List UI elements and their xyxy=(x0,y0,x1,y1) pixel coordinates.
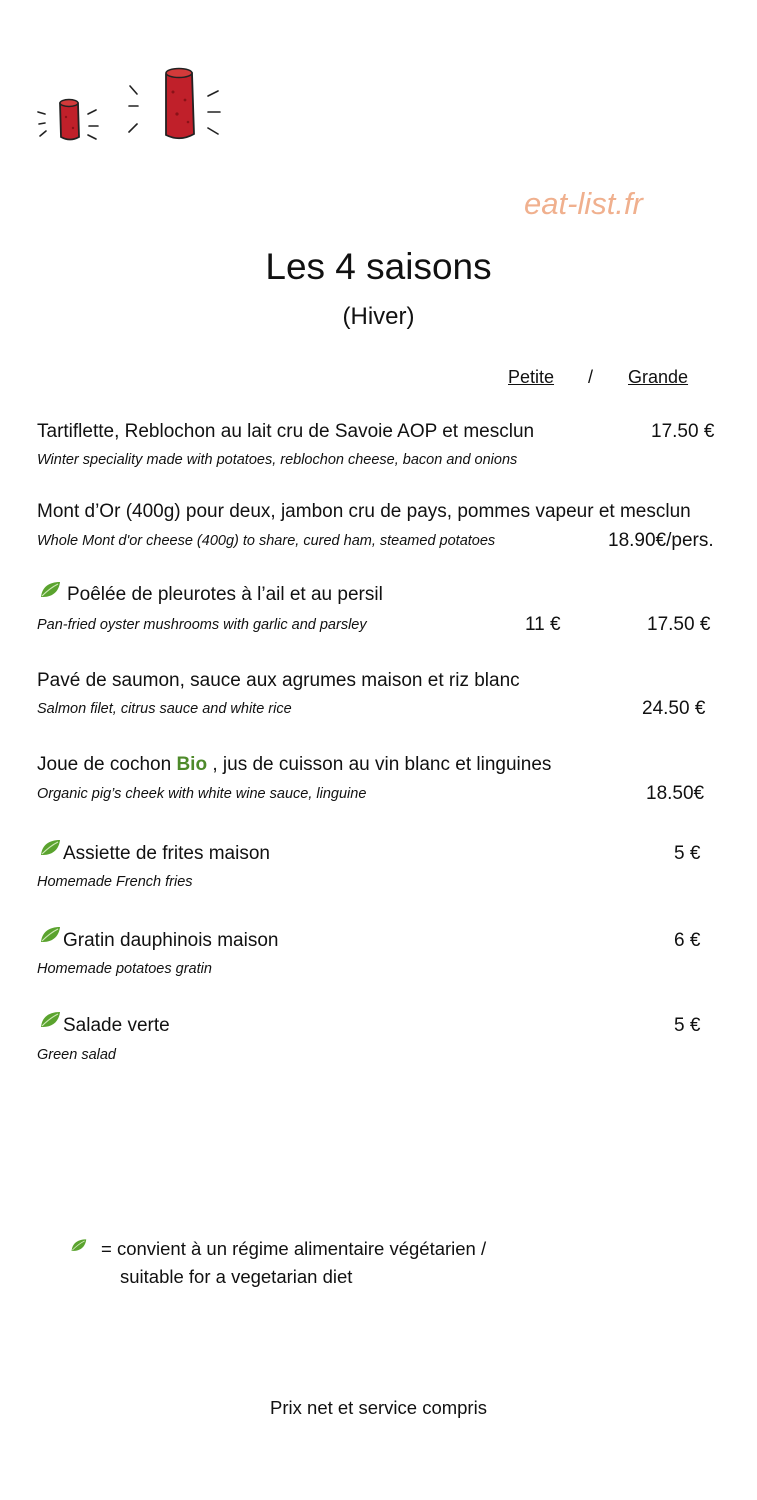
item-price: 18.90€/pers. xyxy=(608,530,714,551)
item-price: 6 € xyxy=(674,930,701,951)
item-name: Mont d’Or (400g) pour deux, jambon cru de pays, pommes vapeur et mesclun xyxy=(37,501,691,522)
item-name-part: Joue de cochon xyxy=(37,754,172,775)
leaf-icon xyxy=(70,1238,87,1253)
item-description: Green salad xyxy=(37,1047,116,1063)
watermark: eat-list.fr xyxy=(524,186,643,221)
item-name: Assiette de frites maison xyxy=(63,843,270,864)
item-name xyxy=(37,754,551,776)
item-price-small: 11 € xyxy=(525,614,561,635)
item-description: Salmon filet, citrus sauce and white rice xyxy=(37,701,292,717)
item-name: Salade verte xyxy=(63,1015,170,1036)
item-description: Organic pig’s cheek with white wine sauce, linguine xyxy=(37,786,367,802)
vegetarian-legend-line2: suitable for a vegetarian diet xyxy=(120,1266,353,1287)
vegetarian-legend-line1: = convient à un régime alimentaire végétarien / xyxy=(101,1238,487,1259)
item-name: Tartiflette, Reblochon au lait cru de Savoie AOP et mesclun xyxy=(37,421,535,442)
leaf-icon xyxy=(39,839,61,857)
leaf-icon xyxy=(39,1011,61,1029)
menu-title: Les 4 saisons xyxy=(265,246,492,287)
item-price: 17.50 € xyxy=(647,614,711,635)
leaf-icon xyxy=(39,926,61,944)
item-description: Whole Mont d'or cheese (400g) to share, cured ham, steamed potatoes xyxy=(37,533,496,549)
bio-label: Bio xyxy=(176,754,208,775)
item-name: Gratin dauphinois maison xyxy=(63,930,279,951)
leaf-icon xyxy=(39,581,61,599)
item-price: 5 € xyxy=(674,843,701,864)
column-header-separator: / xyxy=(588,367,594,387)
item-description: Homemade French fries xyxy=(37,874,193,890)
item-price: 18.50€ xyxy=(646,783,705,804)
item-name: Poêlée de pleurotes à l’ail et au persil xyxy=(67,584,383,605)
menu-subtitle: (Hiver) xyxy=(342,303,415,330)
item-description: Homemade potatoes gratin xyxy=(37,961,212,977)
item-description: Winter speciality made with potatoes, reblochon cheese, bacon and onions xyxy=(37,452,518,468)
item-price: 24.50 € xyxy=(642,698,706,719)
item-price: 5 € xyxy=(674,1015,701,1036)
item-name: Pavé de saumon, sauce aux agrumes maison et riz blanc xyxy=(37,670,520,691)
restaurant-logo xyxy=(30,62,240,152)
item-price: 17.50 € xyxy=(651,421,715,442)
item-name-part: , jus de cuisson au vin blanc et linguines xyxy=(212,754,552,775)
item-description: Pan-fried oyster mushrooms with garlic and parsley xyxy=(37,617,367,633)
footer-note: Prix net et service compris xyxy=(270,1397,487,1418)
column-header-grande: Grande xyxy=(628,367,689,387)
column-header-petite: Petite xyxy=(508,367,555,387)
